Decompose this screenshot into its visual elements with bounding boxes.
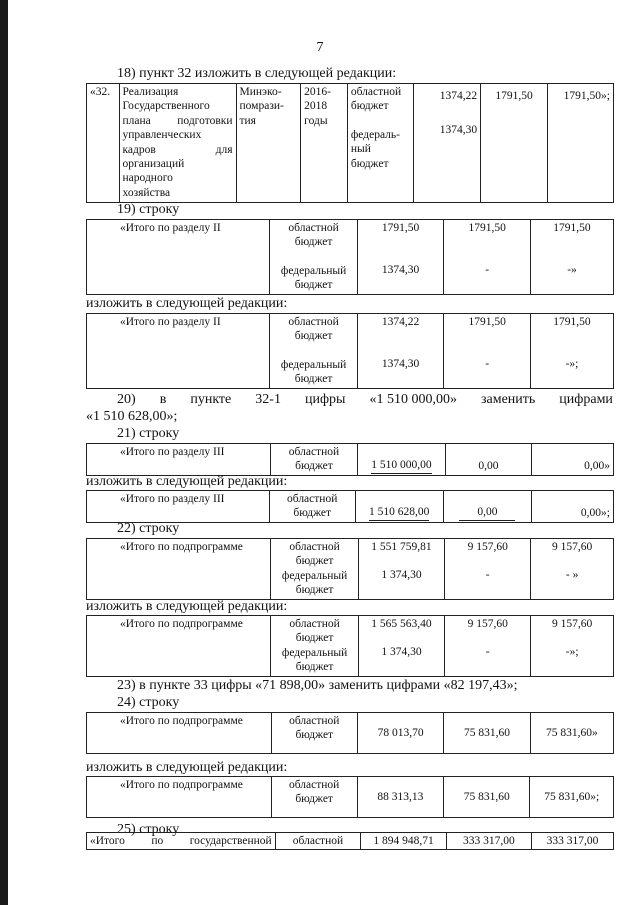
- s24-old-source: областной бюджет: [271, 713, 357, 754]
- s18-heading: 18) пункт 32 изложить в следующей редакции:: [117, 66, 397, 81]
- s19-old-label: «Итого по разделу II: [87, 220, 270, 295]
- page-number: 7: [316, 40, 324, 55]
- s19-replace-text: изложить в следующей редакции:: [86, 296, 288, 311]
- s18-row-sources: областной бюджет федераль- ный бюджет: [347, 84, 413, 203]
- s22-old-col2: 9 157,60 -: [445, 539, 531, 600]
- s24-replace-text: изложить в следующей редакции:: [86, 760, 288, 775]
- s25-col2: 333 317,00: [446, 833, 531, 850]
- s22-new-col3: 9 157,60 -»;: [531, 616, 614, 677]
- s21-new-col3: 0,00»;: [532, 491, 614, 523]
- s18-row-executor: Минэко- помрази- тия: [236, 84, 301, 203]
- s22-new-col1: 1 565 563,40 1 374,30: [358, 616, 444, 677]
- s19-old-col1: 1791,50 1374,30: [357, 220, 444, 295]
- s21-replace-text: изложить в следующей редакции:: [86, 474, 288, 489]
- s18-row-num: «32.: [87, 84, 120, 203]
- s19-new-sources: областной бюджет федеральный бюджет: [270, 314, 357, 389]
- s22-old-col3: 9 157,60 - »: [531, 539, 614, 600]
- s24-old-label: «Итого по подпрограмме: [87, 713, 272, 754]
- s25-source: областной: [275, 833, 361, 850]
- s24-new-col2: 75 831,60: [444, 777, 530, 818]
- s19-old-table: [86, 219, 614, 295]
- s21-old-label: «Итого по разделу III: [87, 444, 271, 476]
- s24-new-col3: 75 831,60»;: [530, 777, 614, 818]
- s19-new-label: «Итого по разделу II: [87, 314, 270, 389]
- s22-new-table: [86, 615, 614, 677]
- s24-old-table: [86, 712, 614, 754]
- s20-text-tail: «1 510 628,00»;: [86, 409, 178, 424]
- s24-new-col1: 88 313,13: [357, 777, 443, 818]
- s21-old-table: [86, 443, 614, 476]
- s25-col3: 333 317,00: [532, 833, 614, 850]
- s21-old-col3: 0,00»: [531, 444, 613, 476]
- s24-new-label: «Итого по подпрограмме: [87, 777, 272, 818]
- s21-new-source: областной бюджет: [269, 491, 355, 523]
- s25-table: [86, 832, 614, 850]
- s24-new-source: областной бюджет: [271, 777, 357, 818]
- s21-old-source: областной бюджет: [271, 444, 357, 476]
- s20-text: 20) в пункте 32-1 цифры «1 510 000,00» заменить цифрами: [117, 392, 613, 407]
- s23-text: 23) в пункте 33 цифры «71 898,00» заменить цифрами «82 197,43»;: [117, 678, 518, 693]
- s21-new-col1: 1 510 628,00: [355, 491, 443, 523]
- s19-new-table: [86, 313, 614, 389]
- s21-old-col2: 0,00: [446, 444, 531, 476]
- s21-old-col1: 1 510 000,00: [357, 444, 446, 476]
- s18-row-col2: 1791,50: [481, 84, 548, 203]
- s19-old-sources: областной бюджет федеральный бюджет: [270, 220, 357, 295]
- s18-row-col3: 1791,50»;: [548, 84, 614, 203]
- s19-old-col3: 1791,50 -»: [530, 220, 613, 295]
- s22-new-col2: 9 157,60 -: [445, 616, 531, 677]
- s25-heading: 25) строку: [117, 822, 253, 838]
- s24-old-col1: 78 013,70: [357, 713, 443, 754]
- s19-heading: 19) строку: [117, 202, 180, 217]
- s19-new-col3: 1791,50 -»;: [530, 314, 613, 389]
- s24-new-table: [86, 776, 614, 818]
- s22-new-label: «Итого по подпрограмме: [87, 616, 271, 677]
- s24-old-col2: 75 831,60: [444, 713, 530, 754]
- s18-row-period: 2016- 2018 годы: [301, 84, 348, 203]
- s22-old-label: «Итого по подпрограмме: [87, 539, 271, 600]
- s22-new-sources: областной бюджет федеральный бюджет: [271, 616, 358, 677]
- s22-old-table: [86, 538, 614, 600]
- s21-heading: 21) строку: [117, 426, 180, 441]
- s21-new-col2: 0,00: [443, 491, 531, 523]
- s22-old-sources: областной бюджет федеральный бюджет: [271, 539, 358, 600]
- s22-replace-text: изложить в следующей редакции:: [86, 599, 288, 614]
- s24-old-col3: 75 831,60»: [530, 713, 613, 754]
- s24-heading: 24) строку: [117, 695, 180, 710]
- s21-new-table: [86, 490, 614, 523]
- s18-row-col1: 1374,22 1374,30: [414, 84, 481, 203]
- s21-new-label: «Итого по разделу III: [87, 491, 270, 523]
- s18-table: [86, 83, 614, 203]
- s22-heading: 22) строку: [117, 521, 180, 536]
- s19-new-col1: 1374,22 1374,30: [357, 314, 444, 389]
- s19-new-col2: 1791,50 -: [444, 314, 531, 389]
- s25-label: «Итого по государственной: [87, 833, 276, 850]
- s25-col1: 1 894 948,71: [361, 833, 446, 850]
- scan-edge: [0, 0, 8, 905]
- s18-row-name: Реализация Государственного плана подготовки управленческих кадров для организаций народного хозяйства: [119, 84, 236, 203]
- s22-old-col1: 1 551 759,81 1 374,30: [358, 539, 444, 600]
- s19-old-col2: 1791,50 -: [444, 220, 531, 295]
